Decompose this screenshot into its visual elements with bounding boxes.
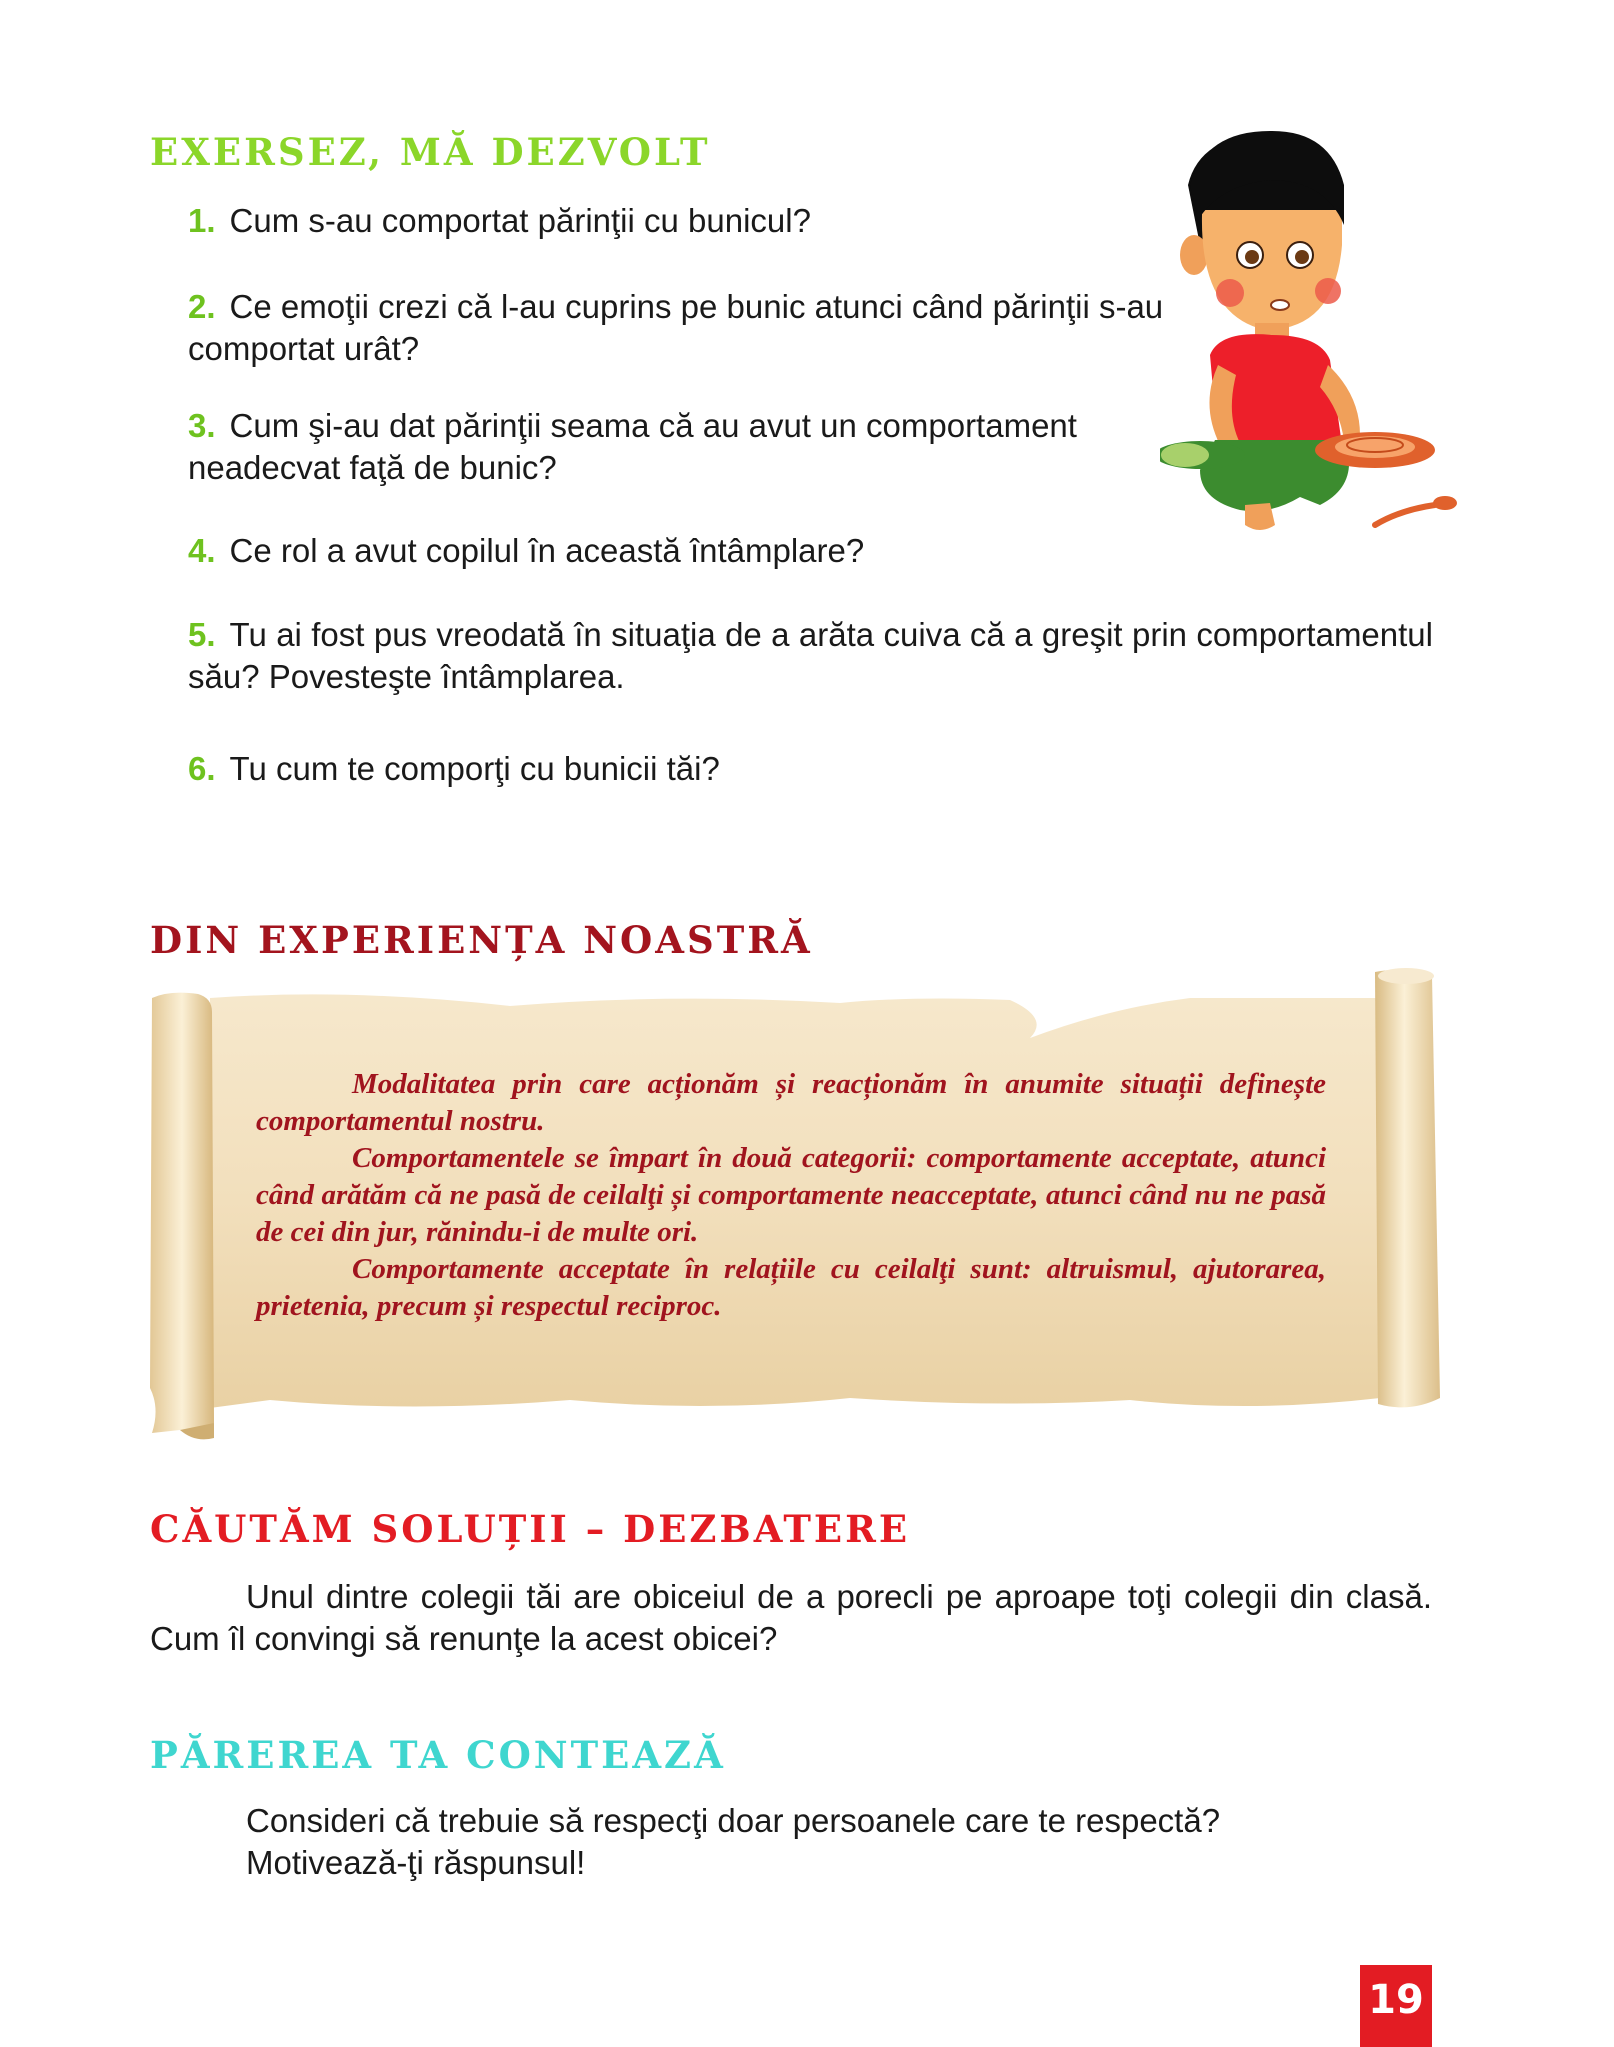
question-3	[188, 405, 1198, 489]
section-title-exercise: EXERSEZ, MĂ DEZVOLT	[150, 130, 711, 174]
question-number: 1.	[188, 202, 216, 239]
question-4	[188, 530, 1198, 572]
question-number: 2.	[188, 288, 216, 325]
section-title-debate: CĂUTĂM SOLUȚII – DEZBATERE	[150, 1507, 911, 1551]
question-1	[188, 200, 1198, 242]
question-text: Cum s-au comportat părinţii cu bunicul?	[229, 202, 811, 239]
question-text: Tu cum te comporţi cu bunicii tăi?	[229, 750, 720, 787]
question-number: 5.	[188, 616, 216, 653]
question-text: Tu ai fost pus vreodată în situaţia de a arăta cuiva că a greşit prin comportamentul său? Povesteşte întâmplarea.	[188, 616, 1433, 695]
question-6	[188, 748, 1198, 790]
question-5	[188, 614, 1433, 698]
question-number: 6.	[188, 750, 216, 787]
page-number: 19	[1360, 1965, 1432, 2047]
experience-paragraph: Modalitatea prin care acționăm și reacționăm în anumite situații definește comportamentul nostru.	[256, 1068, 1326, 1137]
question-2	[188, 286, 1198, 370]
opinion-line-1: Consideri că trebuie să respecţi doar persoanele care te respectă?	[246, 1802, 1221, 1839]
opinion-line-2: Motivează-ţi răspunsul!	[246, 1844, 586, 1881]
experience-text	[256, 1066, 1326, 1325]
debate-text: Unul dintre colegii tăi are obiceiul de a porecli pe aproape toţi colegii din clasă. Cum îl convingi să renunţe la acest obicei?	[150, 1578, 1432, 1657]
question-number: 4.	[188, 532, 216, 569]
question-text: Cum şi-au dat părinţii seama că au avut un comportament neadecvat faţă de bunic?	[188, 407, 1077, 486]
question-number: 3.	[188, 407, 216, 444]
experience-paragraph: Comportamentele se împart în două categorii: comportamente acceptate, atunci când arătăm că ne pasă de ceilalţi și comportamente neacceptate, atunci când nu ne pasă de cei din jur, rănindu-i de multe ori.	[256, 1142, 1326, 1248]
boy-illustration	[1160, 125, 1470, 555]
section-title-opinion: PĂREREA TA CONTEAZĂ	[150, 1733, 726, 1777]
question-text: Ce rol a avut copilul în această întâmplare?	[229, 532, 865, 569]
question-text: Ce emoţii crezi că l-au cuprins pe bunic atunci când părinţii s-au comportat urât?	[188, 288, 1164, 367]
experience-paragraph: Comportamente acceptate în relațiile cu ceilalţi sunt: altruismul, ajutorarea, prietenia, precum și respectul reciproc.	[256, 1253, 1326, 1322]
section-title-experience: DIN EXPERIENȚA NOASTRĂ	[150, 918, 813, 962]
